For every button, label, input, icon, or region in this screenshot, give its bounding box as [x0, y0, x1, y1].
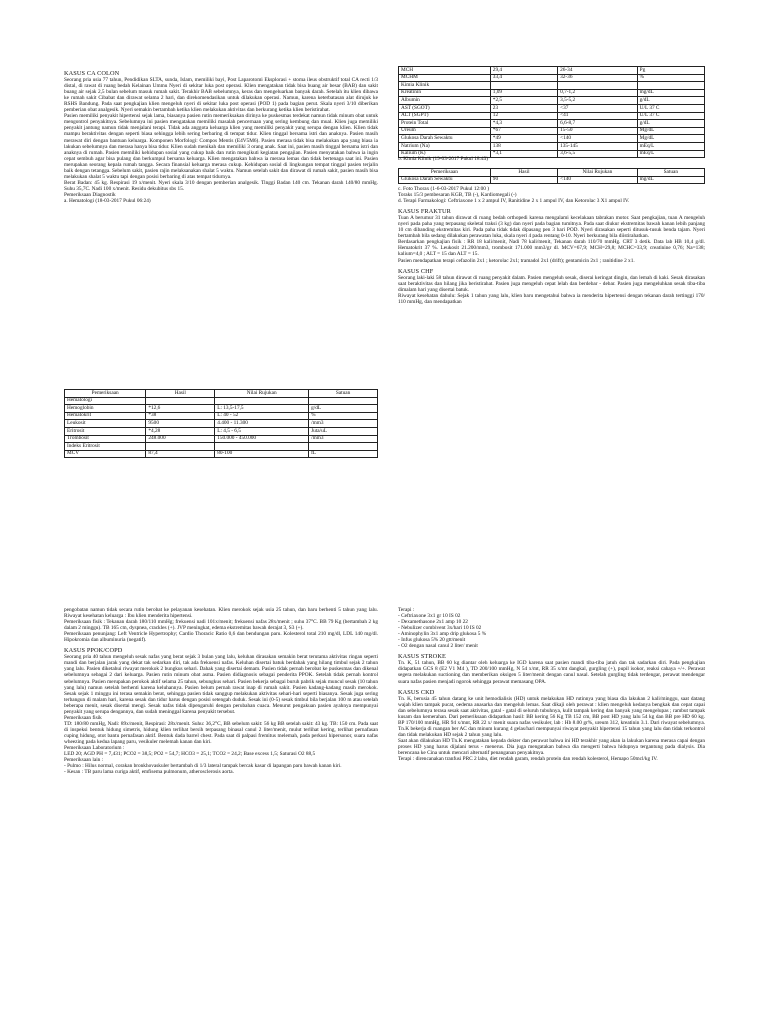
table-cell: /mm3: [309, 420, 378, 428]
table-cell: *3,1: [490, 150, 557, 158]
table-cell: 0,7-1,2: [558, 89, 638, 97]
table-row: [399, 142, 705, 150]
paragraph: Berat Badan: 45 kg. Respirasi 19 x/menit. Nyeri skala 3/10 dengan pemberian analgesik. Tinggi Badan 140 cm. Tekanan darah 140/80 mmHg. Suhu 35,7C. Nadi 100 x/menit. Residu dekubitus sbs 15.: [64, 179, 378, 192]
paragraph: Pasien memiliki penyakit hipertensi sejak lama, biasanya pasien rutin memeriksakan dirinya ke puskesmas terdekat namun tidak minum obat untuk mengontrol penyakitnya. Sebelumnya ini pasien mengatakan memiliki masalah pencernaan yang sering kembung dan mual. Klien juga memiliki penyakit jantung namun tidak menjalani terapi. Tidak ada anggota keluarga klien yang memiliki penyakit yang serupa dengan klien. Klien tidak mampu beraktivitas dengan seperti biasa sehingga lebih sering berbaring di tempat tidur. Klien tinggal bersama istri dan anaknya. Pasien masih merawat diri dengan bantuan keluarga. Komponen Morfologi: Compos Mentis (E4V5M6). Pasien merasa tidak bisa melakukan apa yang biasa ia lakukan sebelumnya dan merasa hanya bisa tidur. Klien sudah menikah dan memiliki 3 orang anak. Saat ini, pasien masih tinggal bersama istri dan anaknya di rumah. Pasien memiliki kehidupan sosial yang cukup baik dan rutin mengikuti kegiatan pengajian. Pasien menyatakan bahwa ia ingin cepat sembuh agar bisa pulang dan berkumpul bersama keluarga. Klien mengatakan bahwa ia merasa lemas dan tidak bertenaga saat ini. Pasien merupakan seorang kepala rumah tangga. Secara finansial keluarga merasa cukup. Kehidupan sosial di lingkungan tempat tinggal pasien terjalin baik dengan tetangga. Sebelum sakit, pasien rajin melaksanakan shalat 5 waktu. Namun setelah sakit dan dirawat di rumah sakit, pasien masih bisa melakukan shalat 5 waktu tapi dengan posisi berbaring di atas tempat tidurnya.: [64, 113, 378, 180]
table-cell: 3,5-5,2: [558, 97, 638, 105]
table-cell: [146, 397, 215, 405]
table-cell: 248.000: [146, 435, 215, 443]
paragraph: Pemeriksaan Laboratorium :: [64, 745, 125, 752]
table-row: [399, 127, 705, 135]
table-cell: [215, 397, 309, 405]
table-cell: *4,28: [146, 427, 215, 435]
table-row: [399, 176, 705, 184]
paragraph: Tn. K, 51 tahun, BB 60 kg diantar oleh keluarga ke IGD karena saat pasien mandi tiba-tiba jatuh dan tak sadarkan diri. Pada pengkajian didapatkan GCS 8 (E2 V1 M4 ), TD 200/100 mmHg, N 54 x/mt, RR 35 x/mt dangkal, gurgling (+), pupil isokor, reaksi cahaya +/+. Perawat segera melakukan suctioning dan memberikan oksigen 5 liter/menit dengan canul nasal. Setelah gurgling tidak terdengar, perawat mendengar suara nafas pasien menjadi ngorok sehingga perawat memasang OPA.: [398, 660, 705, 685]
table-cell: [637, 82, 704, 90]
table-cell: 6,6-8,7: [558, 120, 638, 128]
table-cell: Juta/uL: [309, 427, 378, 435]
table-header-row: [399, 169, 705, 177]
table-row: [65, 420, 378, 428]
table-cell: 15-50: [558, 127, 638, 135]
table-cell: 138: [490, 142, 557, 150]
case-title-stroke: KASUS STROKE: [398, 653, 446, 661]
table-row: [399, 104, 705, 112]
table-cell: 23: [490, 104, 557, 112]
table-cell: ALT (SGPT): [399, 112, 491, 120]
table-cell: U/L 37 C: [637, 104, 704, 112]
paragraph: Pemeriksaan fisik: [64, 714, 102, 721]
lab-results-table: [398, 66, 705, 158]
table-cell: 150.000 - 450.000: [215, 435, 309, 443]
table-cell: 32-36: [558, 74, 638, 82]
paragraph: Seorang pria usia 77 tahun, Pendidikan SLTA, sunda, Islam, memiliki bayi, Post Laparotomi Eksplorasi + stoma ileus obstruktif total CA recti 1/3 distal, di rawat di ruang bedah Kelainan Ummu Nyeri di sekitar luka post operasi. Klien mengatakan tidak bisa buang air besar (BAB) dan sakit buang air sejak 2,5 bulan sebelum masuk rumah sakit. Terakhir BAB sebelumnya, keras dan mengeluarkan banyak darah. Setelah itu klien dibawa ke rumah sakit Cibabat dan dirawat selama 2 hari, dan direkomendasikan untuk dilakukan operasi. Namun, karena keterbatasan alat dirujuk ke RSHS Bandung. Pada saat pengkajian klien mengeluh nyeri di sekitar luka post operasi (POD 1) pada bagian perut. Skala nyeri 3/10 diberikan pemberian obat analgesik. Nyeri semakin bertambah ketika klien melakukan aktivitas dan berkurang ketika klien beristirahat.: [64, 77, 378, 114]
table-cell: 87,4: [146, 450, 215, 458]
header-cell: Pemeriksaan: [65, 390, 146, 398]
table-cell: <41: [558, 112, 638, 120]
table-cell: %: [309, 412, 378, 420]
header-cell: Hasil: [490, 169, 557, 177]
table-row: [399, 97, 705, 105]
table-cell: [558, 82, 638, 90]
text-line: - Infus glukosa 5% 20 gtt/menit: [398, 637, 466, 644]
table-cell: mg/dL: [637, 176, 704, 184]
table-cell: *4,3: [490, 120, 557, 128]
case-title-ca-colon: KASUS CA COLON: [64, 70, 120, 77]
table-row: [399, 112, 705, 120]
stroke-ckd-section: [398, 607, 705, 762]
table-cell: Hemoglobin: [65, 405, 146, 413]
paragraph: Pemeriksaan penunjang: Left Ventricle Hypertrophy; Cardio Thoracic Ratio 0,6 dan bendungan paru. Kolesterol total 210 mg/dl, LDL 140 mg/dl. Hipokromia dan albuminuria (negatif).: [64, 631, 378, 644]
table-cell: [146, 443, 215, 451]
table-cell: Ureum: [399, 127, 491, 135]
ppok-section: [64, 607, 378, 775]
kimia-klinik-caption: b. Kimia Klinik (19-03-2017 Pukul 18:43): [398, 156, 489, 162]
text-line: Terapi :: [398, 607, 415, 613]
paragraph: Pemeriksaan lain :: [64, 757, 104, 764]
table-row: [399, 135, 705, 143]
table-cell: *38: [146, 412, 215, 420]
table-cell: mEq/L: [637, 142, 704, 150]
table-cell: Kimia Klinik: [399, 82, 491, 90]
text-line: - Dexamethasone 2x1 amp 10 22: [398, 619, 468, 626]
case-title-fraktur: KASUS FRAKTUR: [398, 208, 451, 216]
table-row: [399, 74, 705, 82]
paragraph: Tn. K, berusia 45 tahun datang ke unit hemodialisis (HD) untuk melakukan HD rutinnya yang biasa dia lakukan 2 kali/minggu, saat datang wajah klien tampak pucat, oedema anasarka dan mengeluh lemas. Saat dikaji oleh perawat : klien mengeluh kedanya bengkak dan cepat capai dan sebelumnya terasa sesak saat aktivitas, gatal - gatal di seluruh tubuhnya, kulit tampak kering dan banyak yang mengelupas ; rambut tampak kusam dan kemerahan. Dari pemeriksaan didapatkan hasil: BB kering 56 Kg TB 152 cm, BB post HD yang lalu 54 kg dan BB pre HD 60 kg. BP 170/100 mmHg, HR 94 x/mnt, RR 22 x/ menit suara nafas vesikuler, lab : Hb 8.00 gr%, ureum 312, kreatinin 3.1. Dari riwayat sebelumnya. Tn.K bekerja di ruangan ber AC dan minum kurang 4 gelas/hari mempunyai riwayat penyakit hipertensi 15 tahun yang lalu dan tidak terkontrol dan tidak melakukan HD sejak 2 tahun yang lalu.: [398, 695, 705, 738]
text-line: Toraks 15/3 pembesaran KGB, TB (-), Kardiomegali (-): [398, 192, 517, 199]
table-row: [65, 405, 378, 413]
text-line: - Nebulizer combivent 3x/hari 10 IS 02: [398, 625, 482, 632]
case-title-ppok: KASUS PPOK/COPD: [64, 647, 123, 655]
header-cell: Nilai Rujukan: [558, 169, 638, 177]
table-cell: *12,6: [146, 405, 215, 413]
table-row: [65, 450, 378, 458]
table-row: [65, 397, 378, 405]
table-row: [399, 120, 705, 128]
paragraph: pengobatan namun tidak secara rutin berobat ke pelayanan kesehatan. Klien merokok sejak usia 25 tahun, dan baru berhenti 5 tahun yang lalu. Riwayat kesehatan keluarga : Ibu klien menderita hipertensi.: [64, 607, 378, 620]
header-cell: Satuan: [637, 169, 704, 177]
table-cell: <140: [558, 135, 638, 143]
paragraph: Pemeriksaan Diagnostik: [64, 191, 116, 198]
table-cell: *67: [490, 127, 557, 135]
table-cell: 4.400 - 11.300: [215, 420, 309, 428]
table-cell: 26-34: [558, 67, 638, 75]
table-cell: Pg: [637, 67, 704, 75]
table-cell: [309, 443, 378, 451]
table-cell: Albumin: [399, 97, 491, 105]
table-cell: g/dL: [637, 120, 704, 128]
header-cell: Hasil: [146, 390, 215, 398]
hematology-table: [64, 389, 378, 458]
paragraph: Terapi : direncanakan tranfusi PRC 2 labu, diet rendah garam, rendah protein dan rendah kolesterol, Hemapo 50mcl/kg IV.: [398, 756, 658, 763]
text-line: - Ceftriaxone 3x1 gr 10 IS 02: [398, 613, 461, 620]
ca-colon-section: [64, 71, 378, 204]
table-cell: *49: [490, 135, 557, 143]
table-row: [65, 435, 378, 443]
table-cell: Glukosa Darah Sewaktu: [399, 135, 491, 143]
table-cell: Natrium (Na): [399, 142, 491, 150]
paragraph: - Pulmo : Hilus normal, corakan bronkhovaskuler bertambah di 1/3 lateral tampak bercak kasar di lapangan paru bawah kanan kiri.: [64, 763, 342, 770]
table-cell: 3,6-5,5: [558, 150, 638, 158]
header-cell: Satuan: [309, 390, 378, 398]
table-cell: Mg/dL: [637, 127, 704, 135]
table-cell: g/dL: [637, 97, 704, 105]
table-cell: g/dL: [309, 405, 378, 413]
table-row: [399, 82, 705, 90]
table-row: [65, 412, 378, 420]
table-cell: Leukosit: [65, 420, 146, 428]
table-cell: MCH: [399, 67, 491, 75]
table-header-row: [65, 390, 378, 398]
table-cell: Trombosit: [65, 435, 146, 443]
paragraph: Seorang laki-laki 58 tahun dirawat di ruang penyakit dalam. Pasien mengeluh sesak, diserai keringat dingin, dan lemah di kaki. Sesak dirasakan saat beraktivitas dan hilang jika beristirahat. Pasien juga mengeluh cepat lelah dan berdebar - debar. Pasien juga mengeluhkan sesak tiba-tiba dimalam hari yang disertai batuk.: [398, 274, 705, 293]
paragraph: Saat akan dilakukan HD Tn.K mengatakan kepada dokter dan perawat bahwa ini HD terakhir yang akan ia lakukan karena merasa capai dengan proses HD yang harus dijalani terus - menerus. Dia juga mengatakan bahwa dia mengerti bahwa hidupnya tergantung pada dialysis. Dia berencana ke Cina untuk mencari alternatif penanganan penyakitnya.: [398, 737, 705, 757]
header-cell: Nilai Rujukan: [215, 390, 309, 398]
table-row: [65, 443, 378, 451]
table-cell: 1,09: [490, 89, 557, 97]
paragraph: Seorang pria 40 tahun mengeluh sesak nafas yang berat sejak 3 bulan yang lalu, keluhan dirasakan semakin berat terutama aktivitas ringan seperti mandi dan berjalan jarak yang dekat tak sedarkan diri, tak ada frekuensi nafas. Keluhan disertai batuk berdahak yang hilang timbul sejak 2 tahun yang lalu. Pasien diketahui riwayat merokok 2 bungkus sehari. Dahak yang disertai demam. Pasien tidak pernah berobat ke puskesmas dan dikenal sebelumnya sebagai 2 dari keluarga. Pasien rutin minum obat asma. Pasien didiagnosis sebagai penderita PPOK. Setelah tidak pernah kontrol sebelumnya. Pasien merupakan perokok aktif selama 25 tahun, sebungkus sehari. Pasien bekerja sebagai buruh pabrik sejak muncul sesak (10 tahun yang lalu) namun setelah berhenti karena keluhannya. Pasien belum pernah rawat inap di rumah sakit. Pasien kadang-kadang masih merokok. Sesak sejak 1 minggu ini terasa semakin berat, sehingga pasien tidak sanggup melakukan aktivitas sehari-hari seperti biasanya. Sesak juga sering terbangun di malam hari, karena sesak dan tidur harus dengan posisi setengah duduk. Sesak ini (0-5) sesak timbul bila berjalan 100 m atau setelah beberapa menit, sesak disertai mengi. Sesak nafas tidak dipengaruhi dengan perubahan cuaca. Menurut pengakuan pasien ayahnya mempunyai penyakit yang serupa dengannya, dan sudah meninggal karena penyakit tersebut.: [64, 654, 378, 715]
table-cell: 9500: [146, 420, 215, 428]
table-cell: 80-100: [215, 450, 309, 458]
paragraph: Pasien mendapatkan terapi cefazolin 2x1 ; ketorolac 2x1; tramadol 2x1 (drift); gentamicin 2x1 ; ranitidine 2 x1.: [398, 257, 635, 264]
table-cell: %: [637, 74, 704, 82]
text-line: c. Foto Thorax (1-6-03-2017 Pukul 12:00 ): [398, 186, 489, 192]
paragraph: Pemeriksaan fisik : Tekanan darah 180/110 mmHg; frekuensi nadi 101x/menit; frekuensi nafas 28x/menit ; suhu 37°C. BB 79 Kg (bertambah 2 kg dalam 2 minggu). TB 165 cm, dyspnea, crackles (+). JVP meningkat, edema ekstremitas bawah derajat 3, S3 (+).: [64, 619, 378, 632]
table-cell: 90: [490, 176, 557, 184]
table-row: [65, 427, 378, 435]
table-cell: 135-145: [558, 142, 638, 150]
paragraph: LED 20; AGD PH = 7,431; PCO2 = 38,5; PO2 = 54,7; HCO3 = 25,1; TCO2 = 24,2; Base excess 1,5; Saturasi O2 88,5: [64, 751, 316, 758]
table-cell: mEq/L: [637, 150, 704, 158]
table-cell: L: 4,5 - 6,5: [215, 427, 309, 435]
table-cell: Mg/dL: [637, 135, 704, 143]
table-cell: L: 13,5-17,5: [215, 405, 309, 413]
table-cell: /mm3: [309, 435, 378, 443]
paragraph: Tuan A berumur 31 tahun dirawat di ruang bedah orthopedi karena mengalami kecelakaan tabrakan motor. Saat pengkajian, tuan A mengeluh nyeri pada paha yang terpasang skeletal traksi (3 kg) dan nyeri pada bagian tumitnya. Pada saat diukur ekstremitas bawah kanan lebih panjang 10 cm dibanding ekstremitas kiri. Pada paha tidak tidak dipasang pen 3 hari POD. Nyeri dirasakan seperti ditusuk-tusuk benda tajam. Nyeri bertambah bila sedang dilakukan perawatan luka, skala nyeri 4 pada rentang 0-10. Nyeri berkurang bila diistirahatkan.: [398, 215, 705, 240]
paragraph: - Kesan : TB paru lama curiga aktif, emfisema pulmonum, atherosclerosis aorta.: [64, 769, 234, 776]
table-cell: Eritrosit: [65, 427, 146, 435]
table-cell: 29,4: [490, 67, 557, 75]
table-cell: MCV: [65, 450, 146, 458]
kimia-klinik-table: [398, 168, 705, 184]
table-cell: Glukosa Darah Sewaktu: [399, 176, 491, 184]
table-cell: Indeks Eritrosit: [65, 443, 146, 451]
case-title-chf: KASUS CHF: [398, 267, 434, 275]
table-row: [399, 89, 705, 97]
table-cell: Hematologi: [65, 397, 146, 405]
text-line: - O2 dengan nasal canul 2 liter/ menit: [398, 643, 478, 650]
table-cell: Hematokrit: [65, 412, 146, 420]
table-cell: Kreatinin: [399, 89, 491, 97]
table-cell: mg/dL: [637, 89, 704, 97]
paragraph: a. Hematologi (18-03-2017 Pukul 06:24): [64, 197, 151, 204]
paragraph: TD: 180/80 mmHg, Nadi: 89x/menit, Respirasi: 28x/menit. Suhu: 36,2°C, BB sebelum sakit: 56 kg BB setelah sakit: 43 kg. TB: 150 cm. Pada saat di inspeksi bentuk hidung simetris, hidung klien terlihat bersih terpasang binasal canul 2 liter/menit, mulut terlihat kering, terlihat pernafasan cuping hidung, otot bantu pernafasan aktif. Bentuk dada barrel chest. Pada saat di palpasi fremitus melemah, pada perkusi hipersonor, suara nafas wheezing pada kedua lapang paru, vesikuler melemah kanan dan kiri.: [64, 720, 378, 745]
case-title-ckd: KASUS CKD: [398, 688, 435, 696]
text-line: - Aminophylin 3x1 amp drip glukosa 5 %: [398, 631, 487, 638]
table-cell: fL: [309, 450, 378, 458]
table-cell: Protein Total: [399, 120, 491, 128]
right-column-top: [398, 186, 705, 305]
table-cell: [215, 443, 309, 451]
table-row: [399, 67, 705, 75]
header-cell: Pemeriksaan: [399, 169, 491, 177]
table-cell: U/L 37 C: [637, 112, 704, 120]
table-cell: [490, 82, 557, 90]
table-cell: 12: [490, 112, 557, 120]
table-cell: 33,4: [490, 74, 557, 82]
table-cell: [309, 397, 378, 405]
table-cell: Kalium (K): [399, 150, 491, 158]
table-cell: <140: [558, 176, 638, 184]
paragraph: Berdasarkan pengkajian fisik : RR 18 kali/menit, Nadi 78 kali/menit, Tekanan darah 110/70 mmHg. CRT 3 detik. Data lab HB 10,4 g/dl. Hematokrit 37 %. Leukosit 21.200/mm3, trombosit 171.000 mm3/gr dl. MCV=67,9; MCH=29,8; MCHC=33,9; creatinine 0,76; Na=138; kalium=4,0 ; ALT = 15 dan ALT = 15.: [398, 239, 705, 258]
table-cell: MCHM: [399, 74, 491, 82]
table-cell: *2,5: [490, 97, 557, 105]
table-cell: L: 40 - 52: [215, 412, 309, 420]
table-cell: AST (SGOT): [399, 104, 491, 112]
table-cell: <37: [558, 104, 638, 112]
text-line: d. Terapi Farmakologi: Ceftriaxone 1 x 2 ampul IV, Ranitidine 2 x 1 ampul IV, dan Ketorolac 3 X1 ampul IV.: [398, 198, 630, 205]
paragraph: Riwayat kesehatan dahulu: Sejak 1 tahun yang lalu, klien baru mengetahui bahwa ia menderita hipertensi dengan tekanan darah tertinggi 170/ 110 mmHg, dan mendapatkan: [398, 292, 705, 305]
